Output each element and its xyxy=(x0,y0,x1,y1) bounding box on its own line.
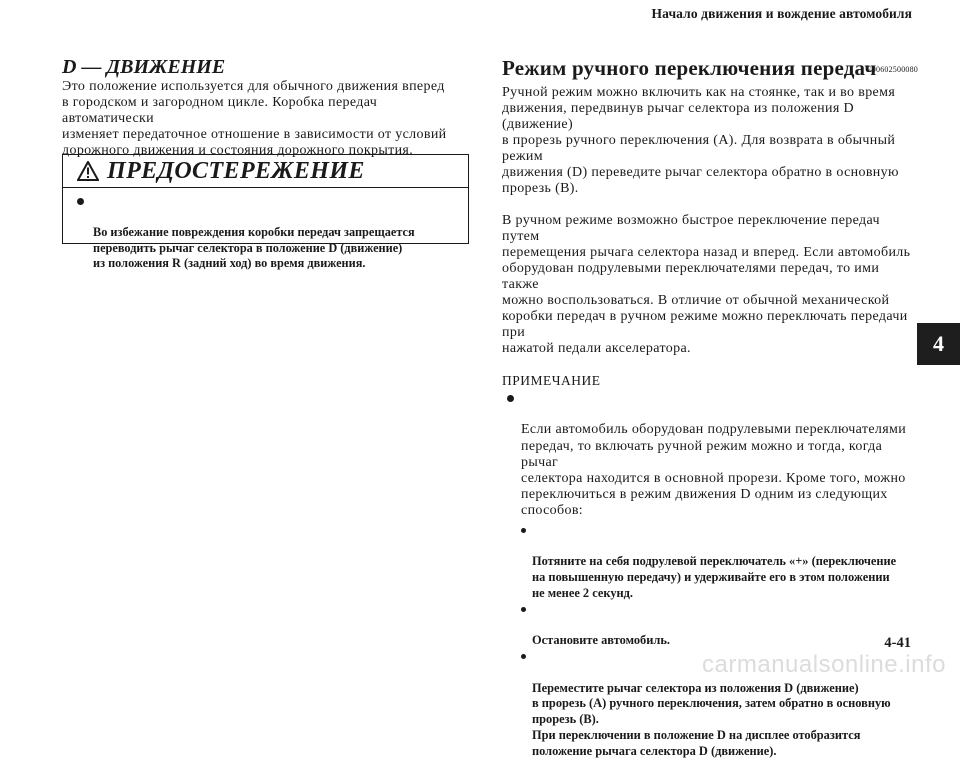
section-title-manual-mode: Режим ручного переключения передач xyxy=(502,56,877,80)
note-sub-item-text: Потяните на себя подрулевой переключатель «+» (переключение на повышенную передачу) и удерживайте его в этом положении не менее 2 секунд. xyxy=(532,554,897,600)
page-number: 4-41 xyxy=(884,635,911,651)
note-sub-item-text: Переместите рычаг селектора из положения D (движение) в прорезь (A) ручного переключения, затем обратно в основную прорезь (B). При переключении в положение D на дисплее отобразится положение рычага селектора D (движение). xyxy=(532,680,891,758)
warning-text: Во избежание повреждения коробки передач запрещается переводить рычаг селектора в положение D (движение) из положения R (задний ход) во время движения. xyxy=(93,225,415,270)
right-title-row xyxy=(502,55,918,85)
chapter-tab: 4 xyxy=(917,323,960,365)
warning-text-item xyxy=(63,188,468,272)
note-sub-item xyxy=(521,602,918,649)
note-label: ПРИМЕЧАНИЕ xyxy=(502,373,601,388)
drive-description: Это положение используется для обычного движения вперед в городском и загородном цикле. Коробка передач автоматически изменяет передаточное отношение в зависимости от условий дорожного движения и состояния дорожного покрытия. xyxy=(62,79,447,158)
warning-title: ПРЕДОСТЕРЕЖЕНИЕ xyxy=(107,157,365,184)
small-bullet-icon xyxy=(521,607,526,612)
watermark: carmanualsonline.info xyxy=(702,651,946,678)
manual-mode-paragraph-2: В ручном режиме возможно быстрое переключение передач путем перемещения рычага селектора назад и вперед. Если автомобиль оборудован подрулевыми переключателями передач, то ими также можно воспользоваться. В отличие от обычной механической коробки передач в ручном режиме можно переключать передачи при нажатой педали акселератора. xyxy=(502,213,911,356)
note-text: Если автомобиль оборудован подрулевыми переключателями передач, то включать ручной режим можно и тогда, когда рычаг селектора находится в основной прорези. Кроме того, можно переключиться в режим движения D одним из следующих способов: xyxy=(521,422,907,519)
small-bullet-icon xyxy=(521,654,526,659)
note-sub-list xyxy=(502,523,918,760)
page-header: Начало движения и вождение автомобиля xyxy=(651,6,912,21)
warning-header xyxy=(63,155,468,188)
small-bullet-icon xyxy=(521,528,526,533)
note-item xyxy=(502,390,918,520)
bullet-icon xyxy=(77,198,84,205)
section-title-drive: D — ДВИЖЕНИЕ xyxy=(62,56,226,78)
left-column xyxy=(62,55,472,159)
warning-triangle-icon xyxy=(77,161,99,181)
section-code: E00602500080 xyxy=(866,65,918,74)
note-sub-item-text: Остановите автомобиль. xyxy=(532,633,670,648)
warning-box xyxy=(62,154,469,270)
note-sub-item xyxy=(521,523,918,602)
manual-mode-paragraph-1: Ручной режим можно включить как на стоянке, так и во время движения, передвинув рычаг селектора из положения D (движение) в прорезь ручного переключения (A). Для возврата в обычный режим движения (D) переведите рычаг селектора обратно в основную прорезь (B). xyxy=(502,85,899,196)
bullet-icon xyxy=(507,395,514,402)
